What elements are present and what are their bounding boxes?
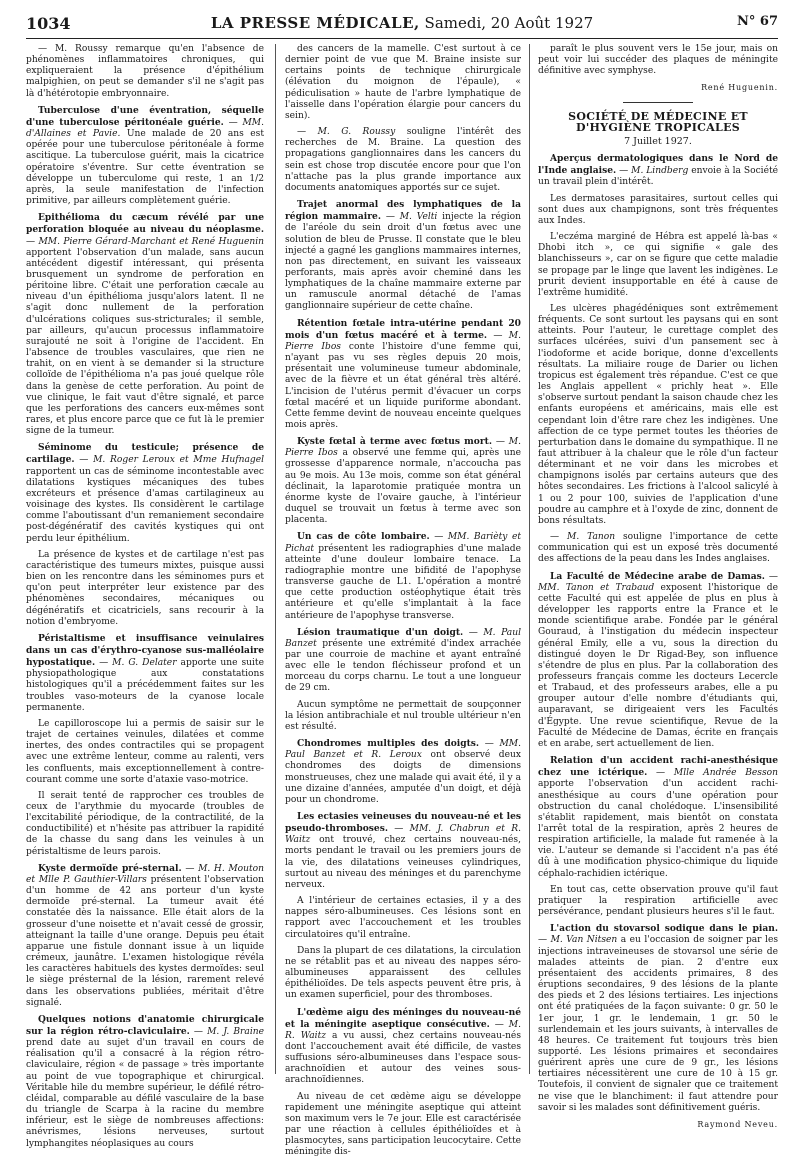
- article-body: présente une extrémité d'index arrachée par une courroie de machine et ayant entraîné avec elle le tendon fléchisseur profond et un morceau du corps charnu. Le tout a une longueur de 29 cm.: [285, 638, 521, 694]
- article-body: envoie à la Société un travail plein d'intérêt.: [538, 166, 778, 188]
- article-dermatologie: [538, 153, 778, 188]
- article-title: Les ectasies veineuses du nouveau-né et les pseudo-thromboses.: [285, 811, 521, 835]
- article-body: prend date au sujet d'un travail en cours de réalisation qu'il a consacré à la région rétro-claviculaire, région « de passage » très importante au point de vue topographique et chirurgical. Véritable hile du membre supérieur, le défilé rétro-cléidal, comparable au défilé vasculaire de la base du triangle de Scarpa à la racine du membre inférieur, est le siège de nombreuses affections: anévrismes, lésions nerveuses, surtout lymphangites néoplasiques au cours: [26, 1038, 264, 1149]
- article-cote-lombaire: [285, 531, 521, 621]
- article-rachi-anesthesie: [538, 755, 778, 880]
- article-lesion-doigt: [285, 627, 521, 695]
- paragraph: Dans la plupart de ces dilatations, la circulation ne se rétablit pas et au niveau des nappes séro-albumineuses apparaissent des cellules épithélioïdes. De tels aspects peuvent être pris, à un examen superficiel, pour des thromboses.: [285, 945, 521, 1001]
- article-authors: — M. Paul Banzet: [285, 627, 521, 649]
- article-body: conte l'histoire d'une femme qui, n'ayant pas vu ses règles depuis 20 mois, présentait une volumineuse tumeur abdominale, avec de la fièvre et un état général très altéré. L'incision de l'utérus permit d'évacuer un corps fœtal macéré et un liquide puriforme abondant. Cette femme devint de nouveau enceinte quelques mois après.: [285, 341, 521, 430]
- article-body: apporte l'observation d'un accident rachi-anesthésique au cours d'une opération pour obstruction du canal cholédoque. L'insensibilité s'établit rapidement, mais bientôt on constata l'arrêt total de la respiration, après 2 heures de respiration artificielle, la malade fut ramenée à la vie. L'auteur se demande si l'accident n'a pas été dû à une modification physico-chimique du liquide céphalo-rachidien ictérique.: [538, 779, 778, 879]
- article-title: Rétention fœtale intra-utérine pendant 20 mois d'un fœtus macéré et à terme.: [285, 317, 521, 341]
- article-body: présentent l'observation d'un homme de 42 ans porteur d'un kyste dermoïde pré-sternal. La tumeur avait été constatée dès la naissance. Elle était alors de la grosseur d'une noisette et n'avait cessé de grossir, atteignant la taille d'une orange. Depuis peu était apparue une fistule donnant issue à un liquide crémeux, jaunâtre. L'examen histologique révéla les caractères habituels des kystes dermoïdes: seul le siège présternal de la lésion, rarement relevé dans les observations publiées, méritait d'être signalé.: [26, 874, 264, 1008]
- article-authors: — M. Pierre Ibos: [285, 437, 521, 459]
- society-heading: SOCIÉTÉ DE MÉDECINE ET D'HYGIÈNE TROPICALES: [568, 109, 748, 134]
- article-authors: — M. Lindberg: [619, 166, 689, 177]
- paragraph: L'eczéma marginé de Hébra est appelé là-bas « Dhobi itch », ce qui signifie « gale des blanchisseurs », car on se figure que cette maladie se propage par le linge que lavent les indigènes. Le prurit devient insupportable en été à cause de l'extrême humidité.: [538, 232, 778, 298]
- paragraph: Les ulcères phagédéniques sont extrêmement fréquents. Ce sont surtout les paysans qui en sont atteints. Pour l'auteur, le curettage complet des surfaces ulcérées, suivi d'un pansement sec à l'iodoforme et acide borique, donne d'excellents résultats. La miliaire rouge de Darier ou lichen tropicus est également très répandue. C'est ce que les Anglais appellent « prichly heat ». Elle s'observe surtout pendant la saison chaude chez les enfants européens et américains, mais elle est cependant loin d'être rare chez les indigènes. Une affection de ce type permet toutes les théories de perturbation dans le domaine du sympathique. Il ne faut attribuer à la chaleur que le rôle d'un facteur déterminant et ne voir dans les microbes et champignons isolés par certains auteurs que des hôtes secondaires. Les frictions à l'alcool salicylé à 1 ou 2 pour 100, suivies de l'application d'une poudre au camphre et à l'oxyde de zinc, donnent de bons résultats.: [538, 303, 778, 526]
- article-body: souligne l'importance de cette communication qui est un exposé très documenté des affections de la peau dans les Indes anglaises.: [538, 532, 778, 565]
- paragraph: — M. Roussy remarque qu'en l'absence de phénomènes inflammatoires chroniques, qui expliqueraient la présence d'épithélium malpighien, on peut se demander s'il ne s'agit pas là d'hétérotopie embryonnaire.: [26, 44, 264, 99]
- column-right: [538, 44, 778, 1129]
- article-title: Trajet anormal des lymphatiques de la région mammaire.: [285, 199, 521, 223]
- article-authors: — MM. Tanon et Trabaud: [538, 571, 778, 593]
- article-body: ont observé deux chondromes des doigts de dimensions monstrueuses, chez une malade qui avait été, il y a une dizaine d'années, amputée d'un doigt, et déjà pour un chondrome.: [285, 750, 521, 805]
- article-body: présentent les radiographies d'une malade atteinte d'une douleur lombaire tenace. La radiographie montre une bifidité de l'apophyse transverse gauche de L1. L'opération a montré que cette production ostéophytique était très antérieure et qu'elle s'implantait à la face antérieure de l'apophyse transverse.: [285, 543, 521, 621]
- article-title: Quelques notions d'anatomie chirurgicale sur la région rétro-claviculaire.: [26, 1013, 264, 1037]
- article-title: Relation d'un accident rachi-anesthésique chez une ictérique.: [538, 755, 778, 779]
- article-body: injecte la région de l'aréole du sein droit d'un fœtus avec une solution de bleu de Prusse. Il constate que le bleu injecté a gagné les ganglions mammaires internes, non pas directement, en suivant les vaisseaux perforants, mais après avoir cheminé dans les lymphatiques de la chaîne mammaire externe par un ramuscule anormal détaché de l'amas ganglionnaire supérieur de cette chaîne.: [285, 212, 521, 312]
- article-chondromes: [285, 738, 521, 806]
- article-title: Péristaltisme et insuffisance veinulaires dans un cas d'érythro-cyanose sus-malléolaire hypostatique.: [26, 632, 264, 669]
- paragraph: La présence de kystes et de cartilage n'est pas caractéristique des tumeurs mixtes, puisque aussi bien on les rencontre dans les séminomes purs et qu'on peut interpréter leur existence par des phénomènes secondaires, mécaniques ou dégénératifs et cicatriciels, sans recourir à la notion d'embryome.: [26, 549, 264, 627]
- article-authors: — M. R. Waitz: [285, 1019, 522, 1041]
- paragraph: Il serait tenté de rapprocher ces troubles de ceux de l'arythmie du myocarde (troubles de l'excitabilité périodique, de la contractilité, de la conductibilité) et n'hésite pas attribuer la rapidité de la chasse du sang dans les veinules à un péristaltisme de leurs parois.: [26, 790, 264, 857]
- paragraph: Les dermatoses parasitaires, surtout celles qui sont dues aux champignons, sont très fréquentes aux Indes.: [538, 193, 778, 226]
- article-authors: — M. Roger Leroux et Mme Hufnagel: [79, 455, 264, 466]
- article-authors: — MM. Barièty et Pichat: [285, 532, 521, 554]
- paragraph: Au niveau de cet œdème aigu se développe rapidement une méningite aseptique qui atteint son maximum vers le 7e jour. Elle est caractérisée par une réaction à cellules épithélioïdes et à plasmocytes, sans participation leucocytaire. Cette méningite dis-: [285, 1091, 521, 1158]
- section-rule: [623, 102, 693, 103]
- article-body: apporte une suite physiopathologique aux constatations histologiques qu'il a précédemment faites sur les troubles vaso-moteurs de la cyanose locale permanente.: [26, 658, 264, 713]
- article-authors: — MM. Paul Banzet et R. Leroux: [285, 739, 521, 761]
- column-divider: [529, 44, 530, 1074]
- signature: René Huguenin.: [701, 83, 778, 93]
- article-body: exposent l'historique de cette Faculté qui est appelée de plus en plus à développer les rapports entre la France et le monde scientifique arabe. Fondée par le général Gouraud, à l'instigation du médecin inspecteur général Emily, elle a vu, sous la direction du distingué doyen le Dr Rigad-Bey, son influence s'étendre de plus en plus. Par la collaboration des professeurs français comme les docteurs Lecercle et Trabaud, et des professeurs arabes, elle a pu grouper autour d'elle nombre d'étudiants qui, auparavant, se dirigeaient vers les Facultés d'Égypte. Une revue scientifique, Revue de la Faculté de Médecine de Damas, écrite en français et en arabe, sert actuellement de lien.: [538, 582, 778, 749]
- article-authors: — M. Tanon: [550, 532, 616, 543]
- article-title: Epithélioma du cæcum révélé par une perforation bloquée au niveau du néoplasme.: [26, 212, 264, 236]
- issue-number: N° 67: [737, 14, 778, 29]
- article-title: Kyste dermoïde pré-sternal.: [38, 862, 182, 874]
- article-body: apportent l'observation d'un malade, sans aucun antécédent digestif intéressant, qui présenta brusquement un syndrome de perforation en péritoine libre. C'était une perforation cæcale au niveau d'un épithélioma jusqu'alors latent. Il ne s'agit donc nullement de la perforation d'ulcérations coliques sus-stricturales; il semble, par ailleurs, qu'aucun processus inflammatoire surajouté ne soit à l'origine de l'accident. En l'absence de troubles vasculaires, que rien ne trahit, on en vient à se demander si la structure colloïde de l'épithélioma n'a pas joué quelque rôle dans la genèse de cette perforation. Au point de vue clinique, le fait vaut d'être signalé, et parce que les perforations des cancers eux-mêmes sont rares, et plus encore parce que ce fut là le premier signe de la tumeur.: [26, 247, 264, 437]
- paragraph: des cancers de la mamelle. C'est surtout à ce dernier point de vue que M. Braine insiste sur certains points de technique chirurgicale (élévation du moignon de l'épaule), « pédiculisation » haute de l'arbre lymphatique de l'aisselle dans l'opération élargie pour cancers du sein).: [285, 44, 521, 121]
- article-kyste-dermoide: [26, 863, 264, 1009]
- article-authors: — M. H. Mouton et Mlle P. Gauthier-Villars: [26, 863, 264, 885]
- article-authors: — M. Velti: [385, 212, 438, 223]
- paragraph: Le capilloroscope lui a permis de saisir sur le trajet de certaines veinules, dilatées et comme inertes, des ondes contractiles qui se propagent avec une extrême lenteur, comme au ralenti, vers les confluents, mais exceptionnellement à contre-courant comme une sorte d'ataxie vaso-motrice.: [26, 718, 264, 785]
- article-body: a observé une femme qui, après une grossesse d'apparence normale, n'accoucha pas au 9e mois. Au 13e mois, comme son état général déclinait, la laparotomie pratiquée montra un énorme kyste de l'ovaire gauche, à l'intérieur duquel se trouvait un fœtus à terme avec son placenta.: [285, 448, 521, 526]
- article-title: Lésion traumatique d'un doigt.: [297, 626, 464, 638]
- article-ectasies: [285, 811, 521, 891]
- article-authors: — M. G. Roussy: [297, 127, 396, 138]
- article-oedeme-meninges: [285, 1007, 521, 1087]
- page-number: 1034: [26, 14, 71, 33]
- article-body: a vu aussi, chez certains nouveau-nés dont l'accouchement avait été difficile, de vastes suffusions séro-albumineuses dans l'espace sous-arachnoïdien et autour des veines sous-arachnoïdiennes.: [285, 1030, 521, 1086]
- article-epithelioma: [26, 212, 264, 437]
- article-authors: — MM. Pierre Gérard-Marchant et René Huguenin: [26, 236, 264, 247]
- column-divider: [275, 44, 276, 1074]
- article-retro-claviculaire: [26, 1014, 264, 1150]
- column-left: [26, 44, 264, 1149]
- article-authors: — Mlle Andrée Besson: [656, 768, 778, 779]
- article-title: Aperçus dermatologiques dans le Nord de l'Inde anglaise.: [538, 153, 778, 177]
- article-body: ont trouvé, chez certains nouveau-nés, morts pendant le travail ou les premiers jours de la vie, des dilatations veineuses cylindriques, surtout au niveau des méninges et du parenchyme nerveux.: [285, 835, 521, 890]
- article-authors: — MM. J. Chabrun et R. Waitz: [285, 824, 521, 846]
- article-damas: [538, 571, 778, 751]
- article-authors: — MM. d'Allaines et Pavie.: [26, 117, 264, 140]
- article-title: Séminome du testicule; présence de cartilage.: [26, 442, 264, 466]
- article-body: Une malade de 20 ans est opérée pour une tuberculose péritonéale à forme ascitique. La tuberculose guérit, mais la cicatrice opératoire s'éventre. Sur cette éventration se développe un tuberculome qui reste, 1 an 1/2 après, la seule manifestation de l'infection primitive, par ailleurs complètement guérie.: [26, 129, 264, 207]
- article-title: Kyste fœtal à terme avec fœtus mort.: [297, 436, 492, 448]
- article-stovarsol: [538, 923, 778, 1114]
- article-peristaltisme: [26, 633, 264, 714]
- article-authors: — M. G. Delater: [99, 658, 177, 669]
- article-tuberculose: [26, 105, 264, 207]
- article-title: L'action du stovarsol sodique dans le pian.: [550, 923, 778, 935]
- article-title: Tuberculose d'une éventration, séquelle d'une tuberculose péritonéale guérie.: [26, 104, 264, 128]
- article-title: Chondromes multiples des doigts.: [297, 738, 480, 750]
- article-title: La Faculté de Médecine arabe de Damas.: [550, 570, 765, 582]
- article-lymphatiques: [285, 199, 521, 313]
- paragraph: [285, 127, 521, 194]
- article-title: L'œdème aigu des méninges du nouveau-né et la méningite aseptique consécutive.: [285, 1006, 521, 1030]
- publication-title: LA PRESSE MÉDICALE,: [210, 14, 420, 32]
- article-retention-foetale: [285, 318, 521, 432]
- paragraph: paraît le plus souvent vers le 15e jour, mais on peut voir lui succéder des plaques de méningite définitive avec symphyse.: [538, 44, 778, 77]
- column-middle: [285, 44, 522, 1158]
- article-authors: — M. J. Braine: [193, 1026, 264, 1037]
- issue-date: Samedi, 20 Août 1927: [424, 14, 594, 32]
- article-seminome: [26, 442, 264, 544]
- paragraph: En tout cas, cette observation prouve qu'il faut pratiquer la respiration artificielle avec persévérance, pendant plusieurs heures s'il le faut.: [538, 884, 778, 918]
- article-authors: — M. Pierre Ibos: [285, 330, 521, 352]
- header-rule: [26, 38, 778, 39]
- masthead: [26, 14, 778, 32]
- article-body: rapportent un cas de séminome incontestable avec dilatations kystiques mécaniques des tubes excréteurs et présence d'amas cartilagineux au voisinage des kystes. Ils considèrent le cartilage comme l'aboutissant d'un remaniement secondaire post-dégénératif des cavités kystiques qui ont perdu leur épithélium.: [26, 466, 264, 544]
- society-date: 7 Juillet 1927.: [624, 135, 692, 147]
- paragraph: [538, 532, 778, 565]
- paragraph: Aucun symptôme ne permettait de soupçonner la lésion antibrachiale et nul trouble ultérieur n'en est résulté.: [285, 699, 521, 732]
- article-kyste-foetal: [285, 436, 521, 526]
- article-body: a eu l'occasion de soigner par les injections intraveineuses de stovarsol une série de malades atteints de pian. 2 d'entre eux présentaient des accidents primaires, 8 des éruptions secondaires, 9 des lésions de la plante des pieds et 2 des lésions tertiaires. Les injections ont été pratiquées de la façon suivante: 0 gr. 50 le 1er jour, 1 gr. le lendemain, 1 gr. 50 le surlendemain et les jours suivants, à intervalles de 48 heures. Ce traitement fut toujours très bien supporté. Les lésions primaires et secondaires guérirent après une cure de 9 gr., les lésions tertiaires nécessitèrent une cure de 10 à 15 gr. Toutefois, il convient de signaler que ce traitement ne vise que le blanchiment: il faut attendre pour savoir si les malades sont définitivement guéris.: [538, 935, 778, 1113]
- signature: Raymond Neveu.: [697, 1119, 778, 1129]
- article-title: Un cas de côte lombaire.: [297, 531, 430, 543]
- article-authors: — M. Van Nitsen: [538, 935, 618, 946]
- page-header: [26, 8, 778, 38]
- article-body: souligne l'intérêt des recherches de M. Braine. La question des propagations ganglionnaires dans les cancers du sein est chose trop discutée encore pour que l'on n'attache pas la plus grande importance aux documents anatomiques apportés sur ce sujet.: [285, 127, 521, 193]
- paragraph: A l'intérieur de certaines ectasies, il y a des nappes séro-albumineuses. Ces lésions sont en rapport avec l'accouchement et les troubles circulatoires qu'il entraîne.: [285, 896, 521, 940]
